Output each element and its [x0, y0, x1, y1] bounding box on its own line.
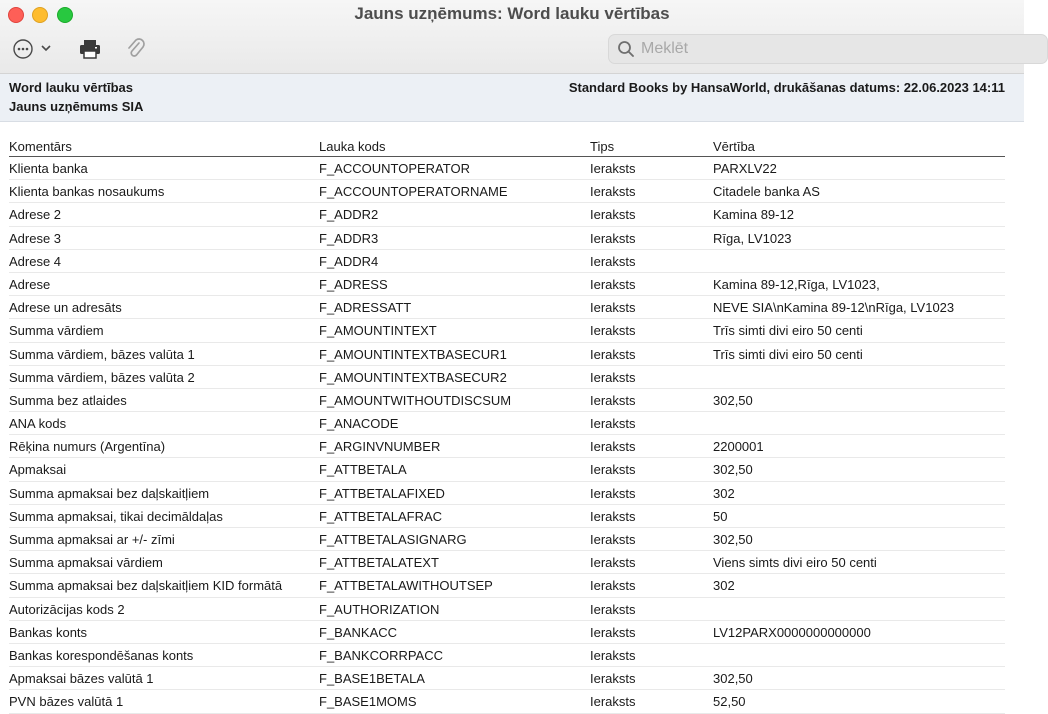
table-row[interactable]	[9, 551, 1005, 574]
table-row[interactable]	[9, 273, 1005, 296]
printer-icon	[78, 38, 102, 60]
comment-cell: Adrese 2	[9, 207, 62, 223]
comment-cell: Klienta banka	[9, 161, 88, 176]
field-code-cell: F_ATTBETALAFRAC	[319, 508, 443, 524]
table-row[interactable]	[9, 435, 1005, 458]
value-cell: Trīs simti divi eiro 50 centi	[713, 346, 863, 362]
comment-cell: Summa vārdiem	[9, 323, 104, 339]
comment-cell: Summa apmaksai bez daļskaitļiem KID formātā	[9, 578, 283, 594]
type-cell: Ieraksts	[590, 578, 636, 594]
column-header-type: Tips	[590, 139, 615, 154]
field-code-cell: F_ATTBETALASIGNARG	[319, 532, 467, 547]
comment-cell: Summa apmaksai, tikai decimāldaļas	[9, 508, 223, 524]
comment-cell: Rēķina numurs (Argentīna)	[9, 439, 166, 455]
table-row[interactable]	[9, 157, 1005, 180]
search-field[interactable]	[608, 34, 1048, 64]
value-cell: Citadele banka AS	[713, 184, 820, 200]
type-cell: Ieraksts	[590, 392, 636, 408]
report-header	[0, 74, 1024, 122]
value-cell: 50	[713, 508, 728, 524]
table-row[interactable]	[9, 203, 1005, 226]
field-code-cell: F_ACCOUNTOPERATOR	[319, 161, 470, 176]
comment-cell: Summa vārdiem, bāzes valūta 1	[9, 346, 195, 362]
table-row[interactable]	[9, 250, 1005, 273]
comment-cell: Adrese 3	[9, 230, 62, 246]
table-row[interactable]	[9, 296, 1005, 319]
type-cell: Ieraksts	[590, 369, 636, 385]
table-row[interactable]	[9, 482, 1005, 505]
value-cell: Kamina 89-12	[713, 207, 794, 223]
table-row[interactable]	[9, 574, 1005, 597]
comment-cell: Adrese un adresāts	[9, 300, 122, 316]
table-row[interactable]	[9, 667, 1005, 690]
field-code-cell: F_BASE1BETALA	[319, 671, 425, 687]
value-cell: 302,50	[713, 532, 753, 547]
type-cell: Ieraksts	[590, 276, 636, 292]
search-placeholder: Meklēt	[641, 40, 689, 57]
field-code-cell: F_ADDR2	[319, 207, 379, 223]
field-code-cell: F_ATTBETALAWITHOUTSEP	[319, 578, 493, 594]
table-row[interactable]	[9, 343, 1005, 366]
field-code-cell: F_ATTBETALATEXT	[319, 555, 439, 571]
company-name: Jauns uzņēmums SIA	[9, 99, 144, 114]
field-code-cell: F_ATTBETALAFIXED	[319, 485, 445, 501]
ellipsis-circle-icon	[12, 38, 54, 60]
field-code-cell: F_ADDR3	[319, 230, 379, 246]
table-row[interactable]	[9, 598, 1005, 621]
report-title: Word lauku vērtības	[9, 80, 134, 95]
comment-cell: Summa apmaksai ar +/- zīmi	[9, 532, 175, 547]
table-row[interactable]	[9, 412, 1005, 435]
field-code-cell: F_ATTBETALA	[319, 462, 407, 478]
table-row[interactable]	[9, 621, 1005, 644]
field-code-cell: F_AUTHORIZATION	[319, 601, 440, 617]
table-header-row	[9, 136, 1005, 157]
window-title: Jauns uzņēmums: Word lauku vērtības	[354, 4, 670, 23]
type-cell: Ieraksts	[590, 694, 636, 710]
field-code-cell: F_BANKCORRPACC	[319, 647, 444, 663]
value-cell: 302,50	[713, 671, 753, 687]
field-code-cell: F_ADRESS	[319, 276, 388, 292]
type-cell: Ieraksts	[590, 624, 636, 640]
search-icon	[617, 40, 635, 58]
print-button[interactable]	[78, 36, 102, 62]
type-cell: Ieraksts	[590, 647, 636, 663]
comment-cell: Apmaksai bāzes valūtā 1	[9, 671, 154, 687]
comment-cell: ANA kods	[9, 416, 67, 432]
type-cell: Ieraksts	[590, 439, 636, 455]
type-cell: Ieraksts	[590, 485, 636, 501]
more-actions-button[interactable]	[12, 36, 54, 62]
table-row[interactable]	[9, 458, 1005, 481]
value-cell: Viens simts divi eiro 50 centi	[713, 555, 877, 571]
table-row[interactable]	[9, 180, 1005, 203]
field-code-cell: F_ACCOUNTOPERATORNAME	[319, 184, 508, 200]
comment-cell: Klienta bankas nosaukums	[9, 184, 165, 200]
paperclip-icon	[126, 37, 146, 61]
type-cell: Ieraksts	[590, 253, 636, 269]
field-code-cell: F_AMOUNTINTEXTBASECUR2	[319, 369, 507, 385]
comment-cell: Summa bez atlaides	[9, 392, 127, 408]
column-header-comment: Komentārs	[9, 139, 72, 154]
comment-cell: Summa apmaksai bez daļskaitļiem	[9, 485, 210, 501]
comment-cell: Adrese	[9, 276, 51, 292]
field-code-cell: F_AMOUNTWITHOUTDISCSUM	[319, 392, 512, 408]
table-row[interactable]	[9, 319, 1005, 342]
value-cell: 2200001	[713, 439, 764, 455]
type-cell: Ieraksts	[590, 671, 636, 687]
field-code-cell: F_ADRESSATT	[319, 300, 412, 316]
type-cell: Ieraksts	[590, 555, 636, 571]
table-row[interactable]	[9, 690, 1005, 713]
attach-button[interactable]	[126, 36, 146, 62]
comment-cell: Bankas konts	[9, 624, 88, 640]
type-cell: Ieraksts	[590, 184, 636, 200]
column-header-value: Vērtība	[713, 139, 755, 154]
type-cell: Ieraksts	[590, 462, 636, 478]
comment-cell: Autorizācijas kods 2	[9, 601, 125, 617]
type-cell: Ieraksts	[590, 532, 636, 547]
type-cell: Ieraksts	[590, 346, 636, 362]
type-cell: Ieraksts	[590, 161, 636, 176]
field-code-cell: F_ANACODE	[319, 416, 399, 432]
comment-cell: Summa apmaksai vārdiem	[9, 555, 163, 571]
value-cell: Rīga, LV1023	[713, 230, 792, 246]
comment-cell: Bankas korespondēšanas konts	[9, 647, 194, 663]
value-cell: 302,50	[713, 462, 753, 478]
table-row[interactable]	[9, 644, 1005, 667]
table-row[interactable]	[9, 505, 1005, 528]
value-cell: LV12PARX0000000000000	[713, 624, 871, 640]
comment-cell: Apmaksai	[9, 462, 67, 478]
comment-cell: Summa vārdiem, bāzes valūta 2	[9, 369, 195, 385]
value-cell: Trīs simti divi eiro 50 centi	[713, 323, 863, 339]
type-cell: Ieraksts	[590, 300, 636, 316]
value-cell: Kamina 89-12,Rīga, LV1023,	[713, 276, 880, 292]
table-row[interactable]	[9, 227, 1005, 250]
table-row[interactable]	[9, 366, 1005, 389]
type-cell: Ieraksts	[590, 230, 636, 246]
value-cell: 302	[713, 578, 735, 594]
field-code-cell: F_BANKACC	[319, 624, 398, 640]
field-code-cell: F_AMOUNTINTEXTBASECUR1	[319, 346, 507, 362]
field-code-cell: F_ARGINVNUMBER	[319, 439, 441, 455]
field-code-cell: F_BASE1MOMS	[319, 694, 417, 710]
value-cell: PARXLV22	[713, 161, 777, 176]
type-cell: Ieraksts	[590, 416, 636, 432]
print-info: Standard Books by HansaWorld, drukāšanas datums: 22.06.2023 14:11	[568, 80, 1005, 95]
type-cell: Ieraksts	[590, 601, 636, 617]
field-code-cell: F_ADDR4	[319, 253, 379, 269]
value-cell: 302,50	[713, 392, 753, 408]
comment-cell: PVN bāzes valūtā 1	[9, 694, 124, 710]
value-cell: NEVE SIA\nKamina 89-12\nRīga, LV1023	[713, 300, 955, 316]
field-values-table	[9, 136, 1005, 714]
field-code-cell: F_AMOUNTINTEXT	[319, 323, 437, 339]
title-bar	[0, 0, 1024, 74]
table-row[interactable]	[9, 528, 1005, 551]
value-cell: 302	[713, 485, 735, 501]
type-cell: Ieraksts	[590, 323, 636, 339]
type-cell: Ieraksts	[590, 508, 636, 524]
table-row[interactable]	[9, 389, 1005, 412]
value-cell: 52,50	[713, 694, 746, 710]
comment-cell: Adrese 4	[9, 253, 62, 269]
column-header-field-code: Lauka kods	[319, 139, 386, 154]
type-cell: Ieraksts	[590, 207, 636, 223]
